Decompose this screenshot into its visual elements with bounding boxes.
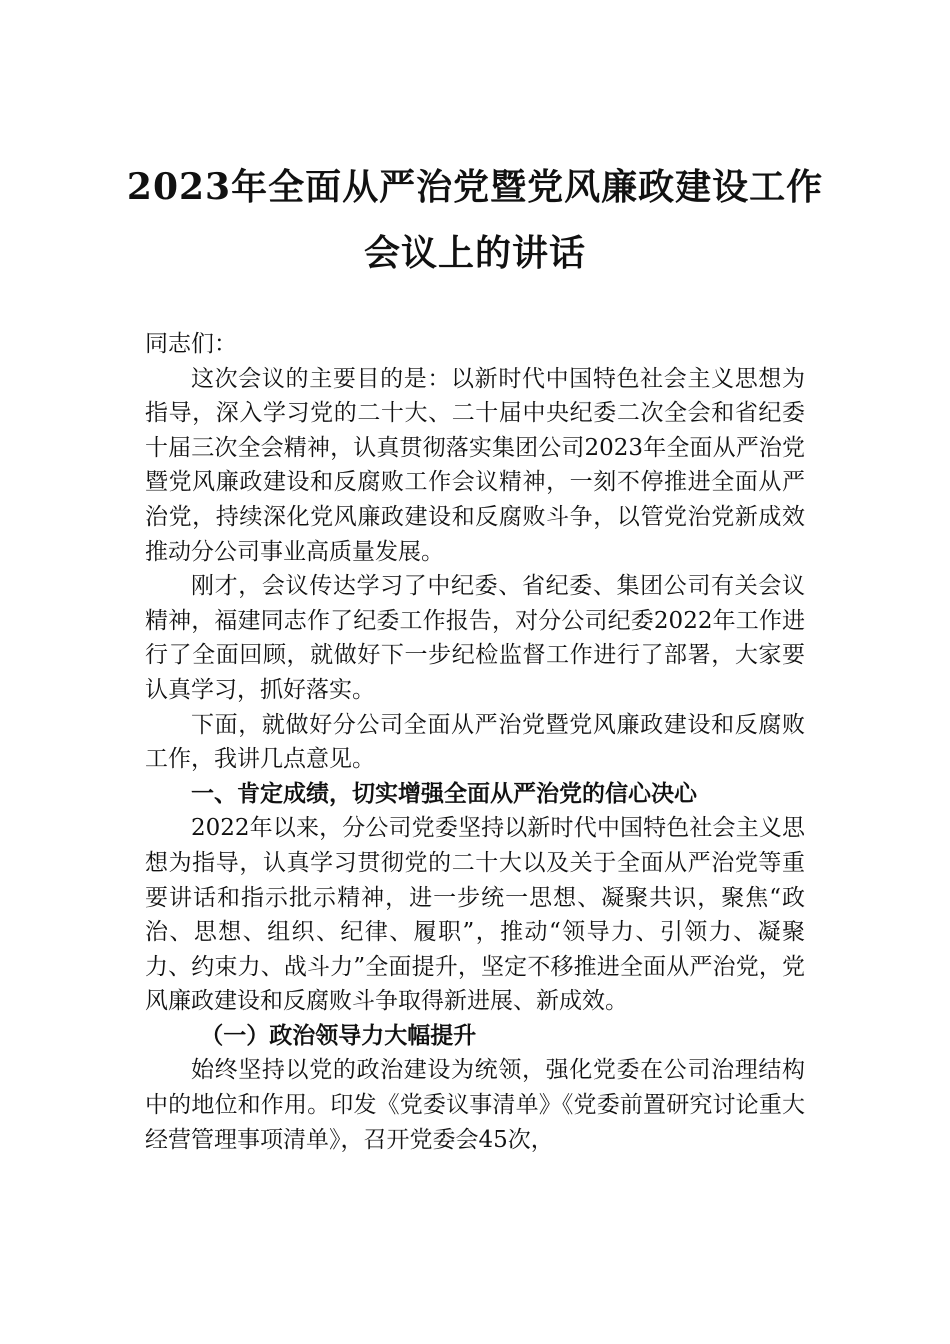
section-heading-1: 一、肯定成绩，切实增强全面从严治党的信心决心 [191,780,697,807]
document-title-line-1: 2023年全面从严治党暨党风廉政建设工作 [126,166,824,208]
salutation: 同志们： [145,331,237,357]
paragraph-political-leadership: 始终坚持以党的政治建设为统领，强化党委在公司治理结构中的地位和作用。印发《党委议事清单》《党委前置研究讨论重大经营管理事项清单》，召开党委会45次， [145,1057,805,1153]
paragraph-intro: 下面，就做好分公司全面从严治党暨党风廉政建设和反腐败工作，我讲几点意见。 [145,711,805,773]
document-body [145,327,805,1157]
document-title-line-2: 会议上的讲话 [363,232,586,274]
subsection-heading-1: （一）政治领导力大幅提升 [200,1021,477,1049]
paragraph-achievements: 2022年以来，分公司党委坚持以新时代中国特色社会主义思想为指导，认真学习贯彻党的二十大以及关于全面从严治党等重要讲话和指示批示精神，进一步统一思想、凝聚共识，聚焦“政治、思想、组织、纪律、履职”，推动“领导力、引领力、凝聚力、约束力、战斗力”全面提升，坚定不移推进全面从严治党，党风廉政建设和反腐败斗争取得新进展、新成效。 [145,815,805,1015]
paragraph-purpose: 这次会议的主要目的是：以新时代中国特色社会主义思想为指导，深入学习党的二十大、二十届中央纪委二次全会和省纪委十届三次全会精神，认真贯彻落实集团公司2023年全面从严治党暨党风廉政建设和反腐败工作会议精神，一刻不停推进全面从严治党，持续深化党风廉政建设和反腐败斗争，以管党治党新成效推动分公司事业高质量发展。 [145,365,805,565]
paragraph-review: 刚才，会议传达学习了中纪委、省纪委、集团公司有关会议精神，福建同志作了纪委工作报告，对分公司纪委2022年工作进行了全面回顾，就做好下一步纪检监督工作进行了部署，大家要认真学习，抓好落实。 [145,573,805,703]
